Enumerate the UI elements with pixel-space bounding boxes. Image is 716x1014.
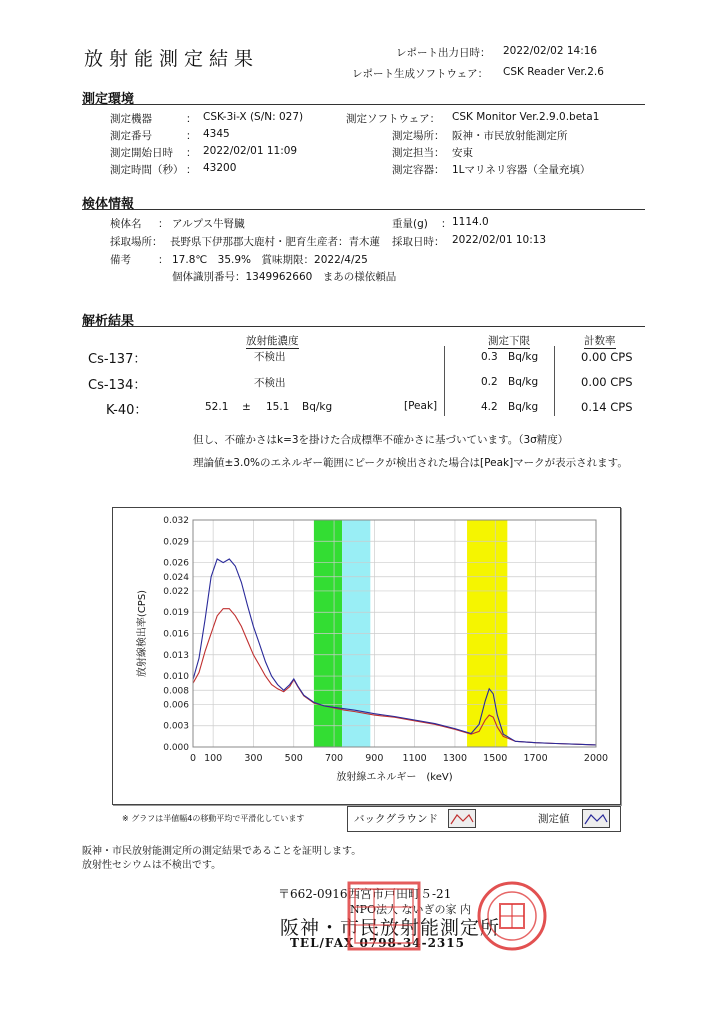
y-tick-label: 0.000 — [163, 743, 189, 753]
chart-legend — [347, 806, 621, 832]
sample-name-label: 検体名 — [110, 218, 142, 230]
sample-weight-label: 重量(g) — [392, 218, 428, 230]
y-tick-label: 0.003 — [163, 721, 189, 732]
stamp-address-2: NPO法人 ないぎの家 内 — [350, 903, 472, 916]
peak-note: 理論値±3.0%のエネルギー範囲にピークが検出された場合は[Peak]マークが表示されます。 — [193, 457, 628, 469]
peak-mark-k40: [Peak] — [404, 400, 438, 412]
report-software-label: レポート生成ソフトウェア： — [352, 68, 489, 80]
y-tick-label: 0.016 — [163, 629, 189, 640]
legend-label-measured: 測定値 — [538, 813, 570, 825]
uncertainty-note: 但し、不確かさはk=3を掛けた合成標準不確かさに基づいています。（3σ精度） — [193, 434, 569, 446]
x-tick-label: 900 — [365, 753, 384, 764]
conc-cs137: 不検出 — [254, 351, 286, 363]
sample-note-1: 17.8℃ 35.9% 賞味期限：2022/4/25 — [172, 254, 368, 266]
stamp-address-1: 西宮市戸田町５-21 — [348, 887, 452, 901]
pm-k40: ± — [242, 401, 251, 413]
y-tick-label: 0.032 — [163, 516, 189, 526]
legend-swatch-background — [448, 809, 476, 828]
limit-cs137: 0.3 — [481, 351, 498, 363]
table-divider — [554, 346, 555, 416]
x-tick-label: 500 — [284, 753, 303, 764]
sample-date-label: 採取日時： — [392, 236, 445, 248]
env-value-duration: 43200 — [203, 162, 237, 174]
sample-note-colon: ： — [158, 254, 169, 266]
y-tick-label: 0.024 — [163, 572, 189, 583]
rate-k40: 0.14 CPS — [581, 400, 633, 414]
y-tick-label: 0.022 — [163, 586, 189, 597]
env-label-software: 測定ソフトウェア： — [346, 113, 441, 125]
err-k40: 15.1 — [266, 401, 290, 413]
x-tick-label: 1500 — [483, 753, 508, 764]
env-label-staff: 測定担当： — [392, 147, 445, 159]
sample-section-title: 検体情報 — [82, 197, 135, 212]
env-section-rule — [82, 104, 645, 105]
env-label-start: 測定開始日時 — [110, 147, 173, 159]
round-seal-icon — [476, 880, 548, 952]
y-axis-label: 放射線検出率(CPS) — [137, 589, 148, 678]
certify-line-2: 放射性セシウムは不検出です。 — [82, 860, 222, 871]
nuclide-cs134: Cs-134： — [88, 378, 147, 393]
unit-k40: Bq/kg — [302, 401, 333, 413]
env-value-number: 4345 — [203, 128, 230, 140]
sample-note-label: 備考 — [110, 254, 131, 266]
analysis-section-title: 解析結果 — [82, 314, 135, 329]
x-tick-label: 1700 — [523, 753, 548, 764]
y-tick-label: 0.013 — [163, 650, 189, 661]
env-label-device: 測定機器 — [110, 113, 152, 125]
sample-weight: 1114.0 — [452, 216, 489, 228]
square-seal-icon — [346, 880, 422, 952]
certify-line-1: 阪神・市民放射能測定所の測定結果であることを証明します。 — [82, 846, 362, 857]
limit-unit-k40: Bq/kg — [508, 401, 539, 413]
x-tick-label: 100 — [204, 753, 223, 764]
stamp-org-name: 阪神・市民放射能測定所 — [280, 917, 501, 939]
y-tick-label: 0.029 — [163, 537, 189, 548]
env-value-staff: 安東 — [452, 147, 473, 159]
env-colon: ： — [186, 113, 197, 125]
analysis-section-rule — [82, 326, 645, 327]
report-date: 2022/02/02 14:16 — [503, 45, 598, 57]
report-software: CSK Reader Ver.2.6 — [503, 66, 604, 78]
stamp-postal: 〒662-0916 — [278, 887, 348, 901]
limit-cs134: 0.2 — [481, 376, 498, 388]
smoothing-note: ※ グラフは半値幅4の移動平均で平滑化しています — [122, 814, 305, 823]
legend-label-background: バックグラウンド — [354, 813, 438, 825]
nuclide-k40: K-40： — [106, 403, 148, 418]
y-tick-label: 0.008 — [163, 686, 189, 697]
col-header-limit: 測定下限 — [488, 335, 530, 347]
sample-name-colon: ： — [158, 218, 169, 230]
sample-weight-colon: ： — [441, 218, 452, 230]
env-label-container: 測定容器： — [392, 164, 445, 176]
sample-name: アルプス牛腎臓 — [172, 218, 245, 230]
y-tick-label: 0.010 — [163, 672, 189, 683]
sample-place: 長野県下伊那郡大鹿村・肥育生産者：青木蓮 — [170, 236, 380, 248]
env-label-duration: 測定時間（秒） — [110, 164, 184, 176]
col-header-rate: 計数率 — [584, 335, 616, 347]
y-tick-label: 0.026 — [163, 558, 189, 569]
sample-date: 2022/02/01 10:13 — [452, 234, 547, 246]
x-tick-label: 1100 — [402, 753, 427, 764]
spectrum-chart — [113, 508, 620, 804]
x-tick-label: 0 — [189, 753, 197, 764]
env-label-number: 測定番号 — [110, 130, 152, 142]
stamp-tel: TEL/FAX 0798-34-2315 — [290, 936, 465, 950]
env-colon: ： — [186, 164, 197, 176]
env-value-start: 2022/02/01 11:09 — [203, 145, 298, 157]
x-axis-label: 放射線エネルギー (keV) — [336, 772, 453, 783]
table-divider — [444, 346, 445, 416]
env-value-software: CSK Monitor Ver.2.9.0.beta1 — [452, 111, 600, 123]
sample-place-label: 採取場所： — [110, 236, 163, 248]
x-tick-label: 1300 — [442, 753, 468, 764]
env-value-place: 阪神・市民放射能測定所 — [452, 130, 568, 142]
env-value-device: CSK-3i-X (S/N: 027) — [203, 111, 304, 123]
page-title: 放射能測定結果 — [84, 48, 260, 70]
conc-k40: 52.1 — [205, 401, 229, 413]
sample-note-2: 個体識別番号：1349962660 まあの様依頼品 — [172, 271, 397, 283]
limit-unit-cs134: Bq/kg — [508, 376, 539, 388]
y-tick-label: 0.019 — [163, 608, 189, 619]
x-tick-label: 300 — [244, 753, 263, 764]
conc-cs134: 不検出 — [254, 377, 286, 389]
legend-swatch-measured — [582, 809, 610, 828]
env-value-container: 1Lマリネリ容器（全量充填） — [452, 164, 591, 176]
env-section-title: 測定環境 — [82, 92, 135, 107]
rate-cs134: 0.00 CPS — [581, 375, 633, 389]
report-date-label: レポート出力日時： — [396, 47, 491, 59]
x-tick-label: 2000 — [583, 753, 609, 764]
nuclide-cs137: Cs-137： — [88, 352, 147, 367]
limit-k40: 4.2 — [481, 401, 498, 413]
x-tick-label: 700 — [324, 753, 344, 764]
env-label-place: 測定場所： — [392, 130, 445, 142]
sample-section-rule — [82, 209, 645, 210]
col-header-conc: 放射能濃度 — [246, 335, 299, 347]
rate-cs137: 0.00 CPS — [581, 350, 633, 364]
spectrum-chart-frame — [112, 507, 621, 805]
env-colon: ： — [186, 130, 197, 142]
y-tick-label: 0.006 — [163, 700, 189, 711]
env-colon: ： — [186, 147, 197, 159]
limit-unit-cs137: Bq/kg — [508, 351, 539, 363]
